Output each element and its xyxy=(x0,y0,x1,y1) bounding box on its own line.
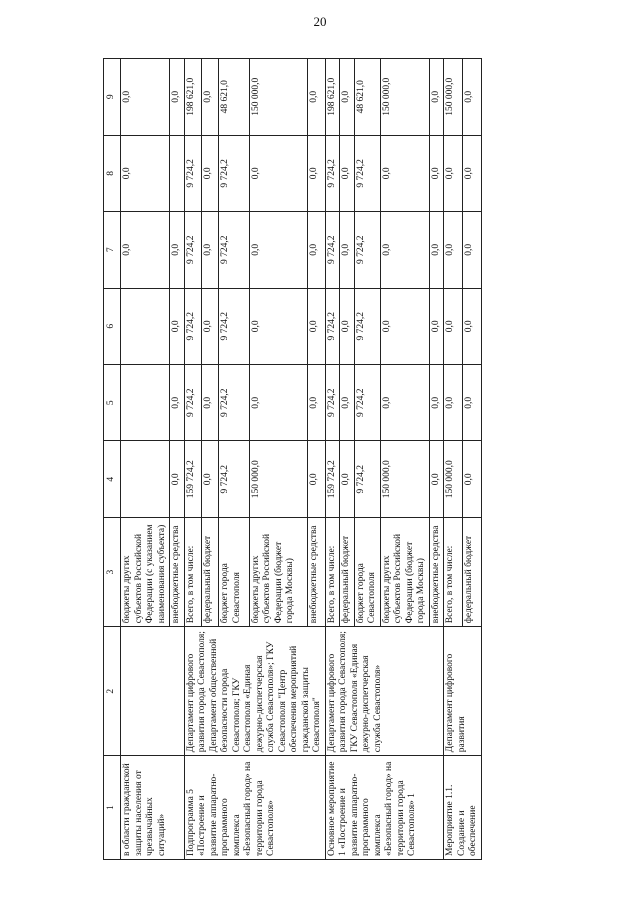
amount-cell: 0,0 xyxy=(380,288,429,364)
funding-source-cell: внебюджетные средства xyxy=(429,517,444,626)
col-header: 5 xyxy=(104,365,121,441)
amount-cell: 0,0 xyxy=(462,365,481,441)
rotated-table-container xyxy=(103,58,563,860)
amount-cell: 0,0 xyxy=(170,365,185,441)
amount-cell: 0,0 xyxy=(170,59,185,136)
amount-cell: 198 621,0 xyxy=(184,59,201,136)
funding-source-cell: бюджеты других субъектов Российской Федерации (с указанием наименования субъекта) xyxy=(121,517,170,626)
amount-cell: 150 000,0 xyxy=(380,59,429,136)
amount-cell: 9 724,2 xyxy=(184,288,201,364)
activity-name-cell: Основное мероприятие 1 «Построение и развитие аппаратно-программного комплекса «Безопасный город» на территории города Севастополя» 1 xyxy=(325,756,444,860)
funding-source-cell: федеральный бюджет xyxy=(462,517,481,626)
amount-cell: 0,0 xyxy=(201,59,218,136)
amount-cell: 150 000,0 xyxy=(380,441,429,517)
amount-cell: 0,0 xyxy=(308,59,325,136)
amount-cell: 0,0 xyxy=(462,135,481,211)
amount-cell: 9 724,2 xyxy=(184,135,201,211)
amount-cell: 0,0 xyxy=(380,212,429,288)
amount-cell: 0,0 xyxy=(340,288,355,364)
amount-cell: 159 724,2 xyxy=(325,441,340,517)
amount-cell: 0,0 xyxy=(308,135,325,211)
amount-cell: 0,0 xyxy=(121,212,170,288)
amount-cell: 0,0 xyxy=(249,365,307,441)
table-row xyxy=(121,59,170,860)
amount-cell: 0,0 xyxy=(340,441,355,517)
executor-cell: Департамент цифрового развития города Севастополя; Департамент общественной безопасности города Севастополя; ГКУ Севастополя «Единая дежурно-диспетчерская служба Севастополя»; ГКУ Севастополя "Центр обеспечения мероприятий гражданской защиты Севастополя" xyxy=(184,627,325,756)
col-header: 7 xyxy=(104,212,121,288)
table-row xyxy=(184,59,201,860)
amount-cell: 0,0 xyxy=(429,212,444,288)
amount-cell: 0,0 xyxy=(462,288,481,364)
amount-cell: 0,0 xyxy=(429,288,444,364)
col-header: 4 xyxy=(104,441,121,517)
activity-name-cell: Подпрограмма 5 «Построение и развитие аппаратно-программного комплекса «Безопасный город» на территории города Севастополя» xyxy=(184,756,325,860)
executor-cell: Департамент цифрового развития xyxy=(444,627,482,756)
amount-cell: 0,0 xyxy=(462,212,481,288)
amount-cell: 0,0 xyxy=(380,135,429,211)
col-header: 3 xyxy=(104,517,121,626)
amount-cell: 198 621,0 xyxy=(325,59,340,136)
amount-cell: 0,0 xyxy=(121,59,170,136)
amount-cell: 9 724,2 xyxy=(219,212,250,288)
amount-cell: 0,0 xyxy=(201,441,218,517)
amount-cell: 9 724,2 xyxy=(219,135,250,211)
amount-cell: 0,0 xyxy=(462,441,481,517)
amount-cell: 0,0 xyxy=(201,212,218,288)
col-header: 1 xyxy=(104,756,121,860)
amount-cell: 0,0 xyxy=(121,135,170,211)
funding-source-cell: бюджеты других субъектов Российской Федерации (бюджет города Москвы) xyxy=(380,517,429,626)
amount-cell: 9 724,2 xyxy=(325,212,340,288)
amount-cell: 0,0 xyxy=(170,212,185,288)
amount-cell: 0,0 xyxy=(249,135,307,211)
amount-cell: 0,0 xyxy=(201,288,218,364)
amount-cell xyxy=(121,365,170,441)
funding-source-cell: бюджет города Севастополя xyxy=(354,517,380,626)
executor-cell: Департамент цифрового развития города Севастополя; ГКУ Севастополя «Единая дежурно-диспетчерская служба Севастополя» xyxy=(325,627,444,756)
amount-cell: 0,0 xyxy=(201,365,218,441)
col-header: 9 xyxy=(104,59,121,136)
amount-cell: 150 000,0 xyxy=(444,441,463,517)
amount-cell: 48 621,0 xyxy=(354,59,380,136)
amount-cell: 0,0 xyxy=(308,441,325,517)
funding-source-cell: бюджеты других субъектов Российской Федерации (бюджет города Москвы) xyxy=(249,517,307,626)
amount-cell: 0,0 xyxy=(340,59,355,136)
amount-cell: 0,0 xyxy=(170,441,185,517)
header-row xyxy=(104,59,121,860)
amount-cell: 0,0 xyxy=(444,365,463,441)
amount-cell: 150 000,0 xyxy=(249,59,307,136)
amount-cell: 0,0 xyxy=(249,288,307,364)
amount-cell: 0,0 xyxy=(249,212,307,288)
amount-cell: 0,0 xyxy=(444,135,463,211)
amount-cell: 0,0 xyxy=(340,135,355,211)
amount-cell: 9 724,2 xyxy=(354,212,380,288)
amount-cell: 0,0 xyxy=(429,59,444,136)
funding-source-cell: федеральный бюджет xyxy=(340,517,355,626)
col-header: 8 xyxy=(104,135,121,211)
table-row xyxy=(325,59,340,860)
funding-source-cell: Всего, в том числе: xyxy=(184,517,201,626)
amount-cell: 0,0 xyxy=(308,288,325,364)
amount-cell: 9 724,2 xyxy=(354,288,380,364)
amount-cell: 150 000,0 xyxy=(249,441,307,517)
amount-cell: 9 724,2 xyxy=(325,135,340,211)
funding-source-cell: внебюджетные средства xyxy=(308,517,325,626)
rotated-table-area xyxy=(103,58,563,860)
amount-cell: 9 724,2 xyxy=(354,365,380,441)
amount-cell: 0,0 xyxy=(308,212,325,288)
amount-cell: 0,0 xyxy=(380,365,429,441)
amount-cell: 9 724,2 xyxy=(184,212,201,288)
amount-cell xyxy=(121,441,170,517)
amount-cell: 0,0 xyxy=(429,135,444,211)
amount-cell: 0,0 xyxy=(444,212,463,288)
amount-cell: 150 000,0 xyxy=(444,59,463,136)
amount-cell: 0,0 xyxy=(429,441,444,517)
funding-source-cell: Всего, в том числе: xyxy=(444,517,463,626)
amount-cell: 9 724,2 xyxy=(325,365,340,441)
amount-cell: 9 724,2 xyxy=(219,365,250,441)
amount-cell: 48 621,0 xyxy=(219,59,250,136)
amount-cell: 9 724,2 xyxy=(184,365,201,441)
activity-name-cell: в области гражданской защиты населения от чрезвычайных ситуаций» xyxy=(121,756,185,860)
funding-source-cell: бюджет города Севастополя xyxy=(219,517,250,626)
amount-cell: 0,0 xyxy=(340,212,355,288)
amount-cell: 0,0 xyxy=(444,288,463,364)
amount-cell: 0,0 xyxy=(429,365,444,441)
funding-source-cell: федеральный бюджет xyxy=(201,517,218,626)
amount-cell: 0,0 xyxy=(340,365,355,441)
amount-cell: 9 724,2 xyxy=(219,441,250,517)
activity-name-cell: Мероприятие 1.1. Создание и обеспечение xyxy=(444,756,482,860)
amount-cell: 0,0 xyxy=(462,59,481,136)
amount-cell xyxy=(170,135,185,211)
amount-cell: 159 724,2 xyxy=(184,441,201,517)
col-header: 2 xyxy=(104,627,121,756)
amount-cell: 0,0 xyxy=(170,288,185,364)
funding-source-cell: внебюджетные средства xyxy=(170,517,185,626)
amount-cell: 0,0 xyxy=(201,135,218,211)
page-number: 20 xyxy=(313,14,327,29)
funding-source-cell: Всего, в том числе: xyxy=(325,517,340,626)
amount-cell: 0,0 xyxy=(308,365,325,441)
table-row xyxy=(444,59,463,860)
finance-table xyxy=(103,58,482,860)
amount-cell: 9 724,2 xyxy=(354,135,380,211)
col-header: 6 xyxy=(104,288,121,364)
amount-cell: 9 724,2 xyxy=(219,288,250,364)
amount-cell xyxy=(121,288,170,364)
executor-cell xyxy=(121,627,185,756)
amount-cell: 9 724,2 xyxy=(354,441,380,517)
amount-cell: 9 724,2 xyxy=(325,288,340,364)
